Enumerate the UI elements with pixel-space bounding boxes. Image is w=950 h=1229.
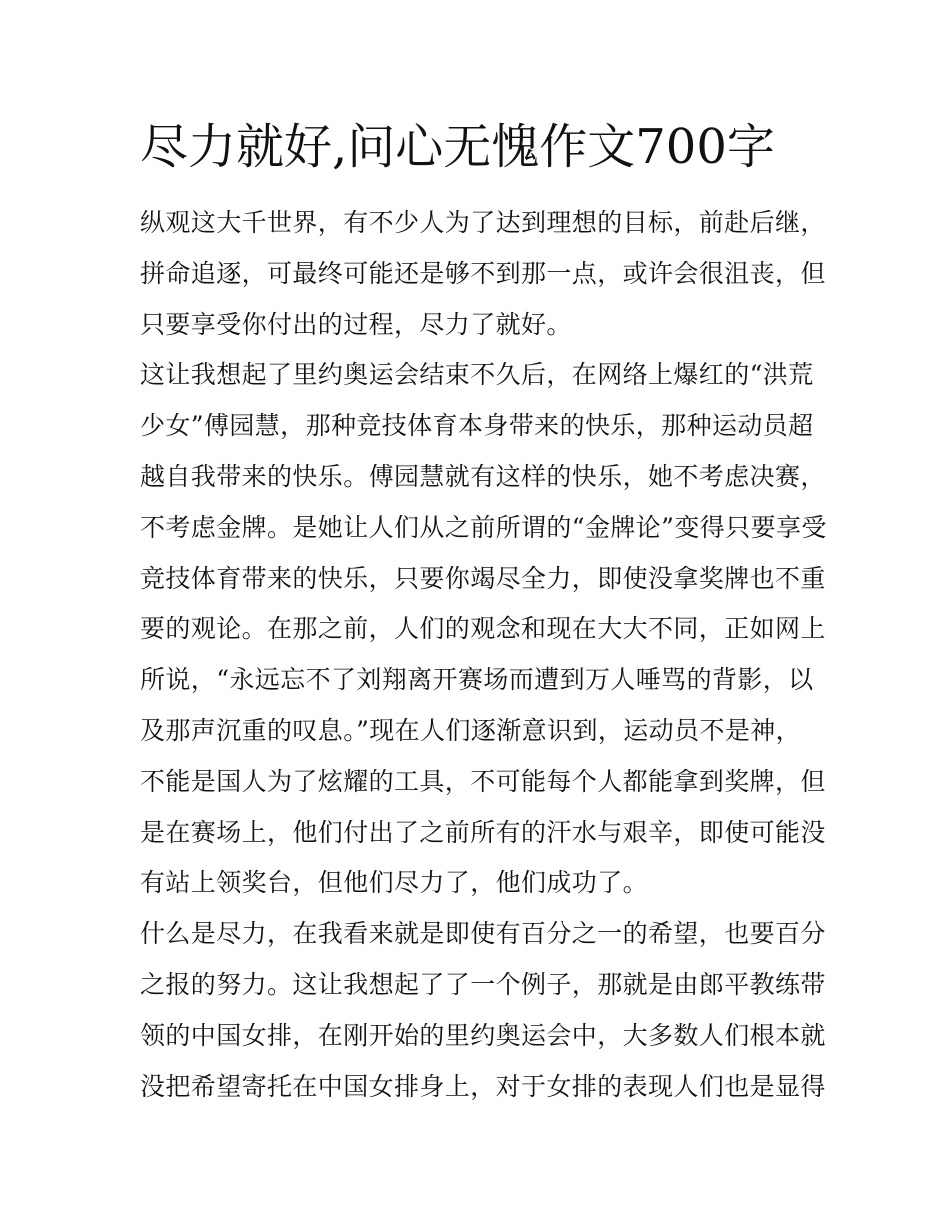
text-line: 是在赛场上，他们付出了之前所有的汗水与艰辛，即使可能没 — [140, 817, 826, 847]
text-line: 要的观论。在那之前，人们的观念和现在大大不同，正如网上 — [140, 614, 826, 644]
text-line: 越自我带来的快乐。傅园慧就有这样的快乐，她不考虑决赛， — [140, 461, 826, 491]
text-line: 只要享受你付出的过程，尽力了就好。 — [140, 309, 572, 339]
text-line: 及那声沉重的叹息。”现在人们逐渐意识到，运动员不是神， — [140, 715, 802, 745]
text-line: 少女”傅园慧，那种竞技体育本身带来的快乐，那种运动员超 — [140, 411, 814, 441]
text-line: 之报的努力。这让我想起了了一个例子，那就是由郎平教练带 — [140, 969, 826, 999]
text-line: 所说，“永远忘不了刘翔离开赛场而遭到万人唾骂的背影，以 — [140, 665, 814, 695]
document-title: 尽力就好,问心无愧作文700字 — [140, 119, 775, 175]
text-line: 这让我想起了里约奥运会结束不久后，在网络上爆红的“洪荒 — [140, 360, 814, 390]
text-line: 有站上领奖台，但他们尽力了，他们成功了。 — [140, 868, 649, 898]
text-line: 不考虑金牌。是她让人们从之前所谓的“金牌论”变得只要享受 — [140, 512, 827, 542]
text-line: 拼命追逐，可最终可能还是够不到那一点，或许会很沮丧，但 — [140, 258, 826, 288]
document-body — [140, 198, 827, 1112]
text-line: 竞技体育带来的快乐，只要你竭尽全力，即使没拿奖牌也不重 — [140, 563, 826, 593]
text-line: 纵观这大千世界，有不少人为了达到理想的目标，前赴后继， — [140, 208, 826, 237]
text-line: 什么是尽力，在我看来就是即使有百分之一的希望，也要百分 — [140, 919, 826, 949]
text-line: 不能是国人为了炫耀的工具，不可能每个人都能拿到奖牌，但 — [140, 766, 826, 796]
text-line: 领的中国女排，在刚开始的里约奥运会中，大多数人们根本就 — [140, 1020, 826, 1050]
text-line: 没把希望寄托在中国女排身上，对于女排的表现人们也是显得 — [140, 1071, 826, 1101]
